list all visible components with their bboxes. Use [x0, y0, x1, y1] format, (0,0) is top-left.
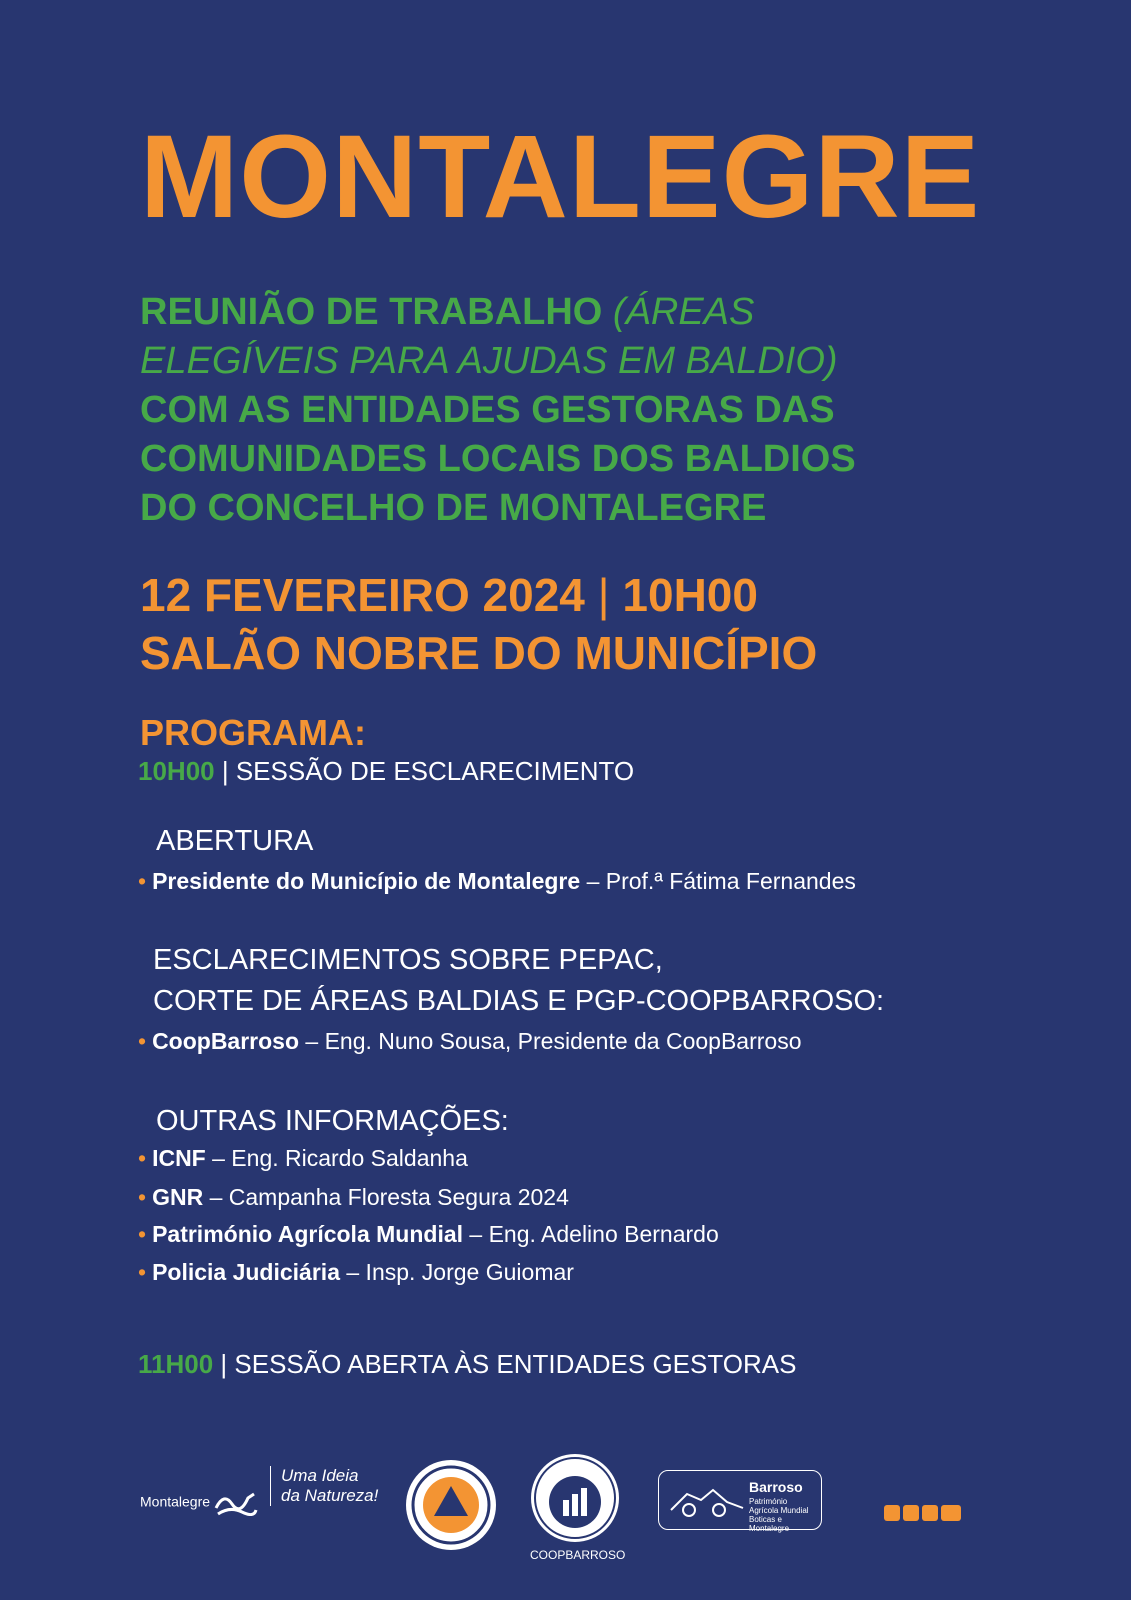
session1: 10H00 | SESSÃO DE ESCLARECIMENTO	[138, 756, 635, 786]
bullet-dot: •	[138, 1221, 147, 1247]
wave-icon	[214, 1490, 258, 1516]
abertura-item	[138, 868, 856, 895]
item-bold: ICNF	[152, 1145, 206, 1171]
session2-label: SESSÃO ABERTA ÀS ENTIDADES GESTORAS	[234, 1349, 797, 1379]
session1-label: SESSÃO DE ESCLARECIMENTO	[235, 756, 635, 786]
subtitle-line1-bold: REUNIÃO DE TRABALHO	[140, 291, 603, 333]
coopbarroso-label: COOPBARROSO	[530, 1548, 626, 1562]
subtitle-line5: DO CONCELHO DE MONTALEGRE	[140, 487, 767, 529]
bullet-dot: •	[138, 1259, 147, 1285]
bullet-dot: •	[138, 868, 147, 894]
barroso-sub-2: Agrícola Mundial	[749, 1506, 809, 1515]
poster-title: MONTALEGRE	[140, 111, 981, 243]
esclarecimentos-heading-1: ESCLARECIMENTOS SOBRE PEPAC,	[153, 944, 663, 976]
barroso-heritage-logo	[658, 1470, 822, 1533]
outras-item-icnf	[138, 1145, 468, 1172]
session1-time: 10H00	[138, 756, 215, 786]
youtube-icon[interactable]	[941, 1505, 961, 1521]
bullet-dot: •	[138, 1184, 147, 1210]
oxcart-icon	[667, 1480, 747, 1520]
item-rest: – Prof.ª Fátima Fernandes	[586, 868, 856, 894]
item-bold: GNR	[152, 1184, 204, 1210]
outras-item-patrimonio	[138, 1221, 719, 1248]
item-rest: – Eng. Adelino Bernardo	[469, 1221, 719, 1247]
barroso-subtitle	[749, 1497, 821, 1533]
tagline-line1: Uma Ideia	[281, 1466, 359, 1485]
esclarecimentos-heading-2: CORTE DE ÁREAS BALDIAS E PGP-COOPBARROSO:	[153, 985, 885, 1017]
item-rest: – Insp. Jorge Guiomar	[346, 1259, 574, 1285]
outras-item-gnr	[138, 1184, 569, 1211]
social-icons	[884, 1504, 964, 1522]
subtitle-line1-italic: (ÁREAS	[612, 291, 755, 333]
subtitle-line2: ELEGÍVEIS PARA AJUDAS EM BALDIO)	[140, 340, 838, 382]
coopbarroso-logo	[531, 1454, 619, 1542]
bullet-dot: •	[138, 1145, 147, 1171]
outras-item-pj	[138, 1259, 574, 1286]
date-separator: |	[597, 569, 610, 621]
coopbarroso-icon	[531, 1454, 619, 1542]
brand-name: Montalegre	[140, 1493, 211, 1510]
civil-protection-logo	[406, 1460, 496, 1550]
facebook-icon[interactable]	[884, 1505, 900, 1521]
event-venue: SALÃO NOBRE DO MUNICÍPIO	[140, 627, 818, 679]
item-bold: Património Agrícola Mundial	[152, 1221, 464, 1247]
item-bold: CoopBarroso	[152, 1028, 300, 1054]
subtitle-line3: COM AS ENTIDADES GESTORAS DAS	[140, 389, 835, 431]
abertura-heading: ABERTURA	[156, 825, 314, 857]
tagline-line2: da Natureza!	[281, 1486, 379, 1505]
instagram-icon[interactable]	[903, 1505, 919, 1521]
session2: 11H00 | SESSÃO ABERTA ÀS ENTIDADES GESTORAS	[138, 1349, 797, 1379]
event-time: 10H00	[622, 569, 758, 621]
civil-protection-icon	[406, 1460, 496, 1550]
twitter-icon[interactable]	[922, 1505, 938, 1521]
item-rest: – Eng. Nuno Sousa, Presidente da CoopBarroso	[305, 1028, 802, 1054]
meeting-subtitle	[140, 288, 1040, 533]
barroso-sub-1: Património	[749, 1497, 788, 1506]
montalegre-logo	[140, 1490, 258, 1516]
item-rest: – Campanha Floresta Segura 2024	[209, 1184, 569, 1210]
event-date: 12 FEVEREIRO 2024	[140, 569, 585, 621]
footer-logos	[0, 1440, 1131, 1570]
esclarecimentos-item	[138, 1028, 802, 1055]
item-bold: Presidente do Município de Montalegre	[152, 868, 581, 894]
bullet-dot: •	[138, 1028, 147, 1054]
barroso-sub-3: Boticas e Montalegre	[749, 1515, 790, 1533]
outras-heading: OUTRAS INFORMAÇÕES:	[156, 1105, 509, 1137]
barroso-title: Barroso	[749, 1479, 803, 1495]
tagline	[270, 1466, 378, 1506]
program-title: PROGRAMA:	[140, 712, 366, 753]
item-rest: – Eng. Ricardo Saldanha	[212, 1145, 468, 1171]
subtitle-line4: COMUNIDADES LOCAIS DOS BALDIOS	[140, 438, 856, 480]
item-bold: Policia Judiciária	[152, 1259, 340, 1285]
session2-time: 11H00	[138, 1349, 214, 1379]
event-when	[140, 566, 817, 682]
